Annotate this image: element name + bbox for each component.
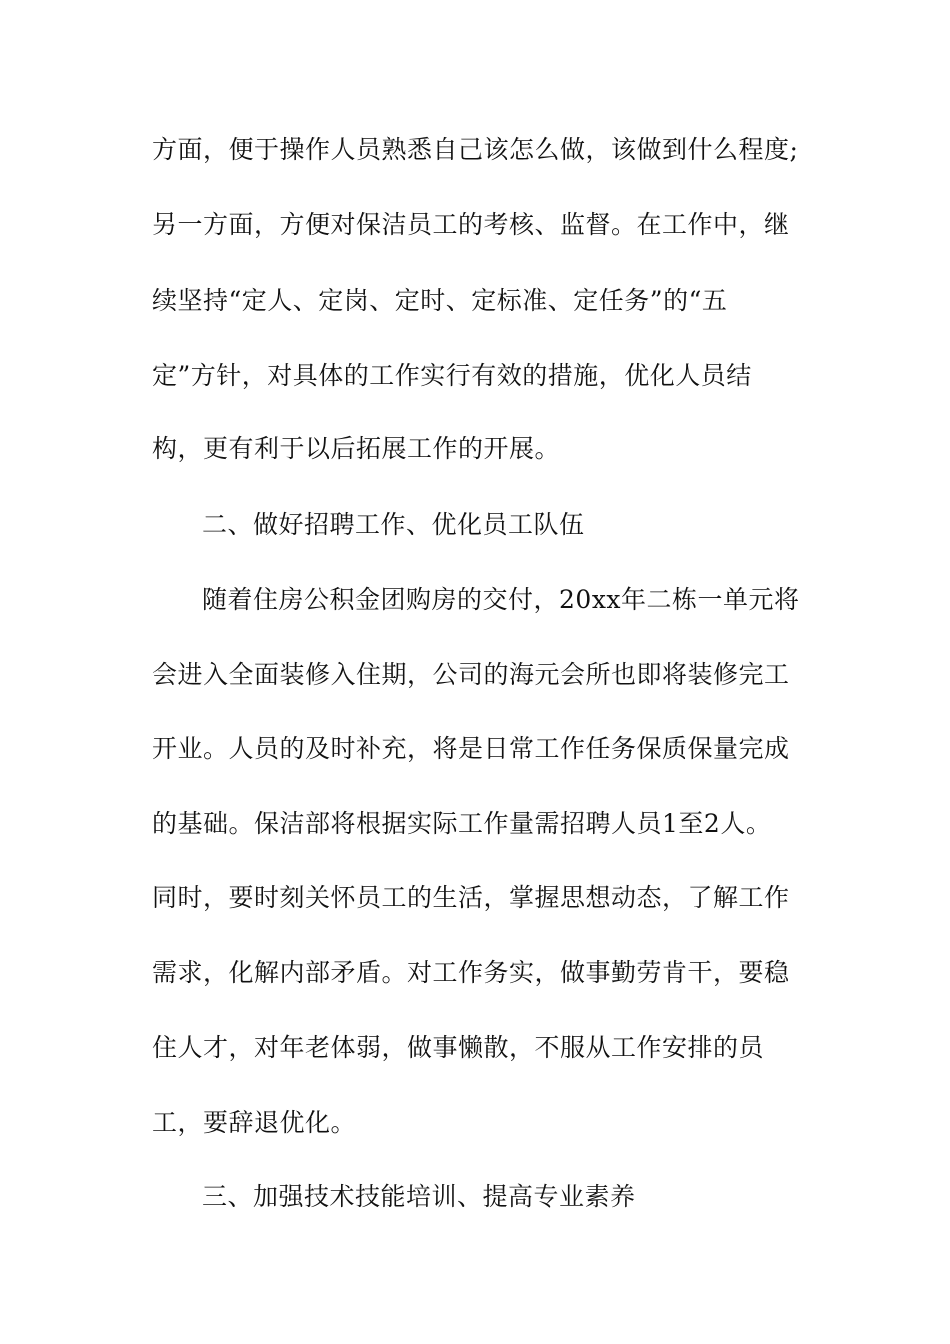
- body-line: 同时，要时刻关怀员工的生活，掌握思想动态，了解工作: [152, 883, 790, 912]
- body-line: 住人才，对年老体弱，做事懒散，不服从工作安排的员: [152, 1033, 765, 1062]
- body-line: 的基础。保洁部将根据实际工作量需招聘人员1至2人。: [152, 809, 772, 838]
- body-line: 续坚持“定人、定岗、定时、定标准、定任务”的“五: [152, 286, 728, 315]
- body-line: 工，要辞退优化。: [152, 1108, 357, 1137]
- body-line: 会进入全面装修入住期，公司的海元会所也即将装修完工: [152, 660, 790, 689]
- body-line: 需求，化解内部矛盾。对工作务实，做事勤劳肯干，要稳: [152, 958, 790, 987]
- section-heading: 二、做好招聘工作、优化员工队伍: [202, 510, 585, 539]
- body-line: 开业。人员的及时补充，将是日常工作任务保质保量完成: [152, 734, 790, 763]
- paragraph-first-line: 随着住房公积金团购房的交付，20xx年二栋一单元将: [202, 585, 800, 614]
- body-line: 方面，便于操作人员熟悉自己该怎么做，该做到什么程度;: [152, 135, 799, 164]
- body-line: 定”方针，对具体的工作实行有效的措施，优化人员结: [152, 361, 752, 390]
- body-line: 构，更有利于以后拓展工作的开展。: [152, 434, 561, 463]
- section-heading: 三、加强技术技能培训、提高专业素养: [202, 1182, 636, 1211]
- body-line: 另一方面，方便对保洁员工的考核、监督。在工作中，继: [152, 210, 790, 239]
